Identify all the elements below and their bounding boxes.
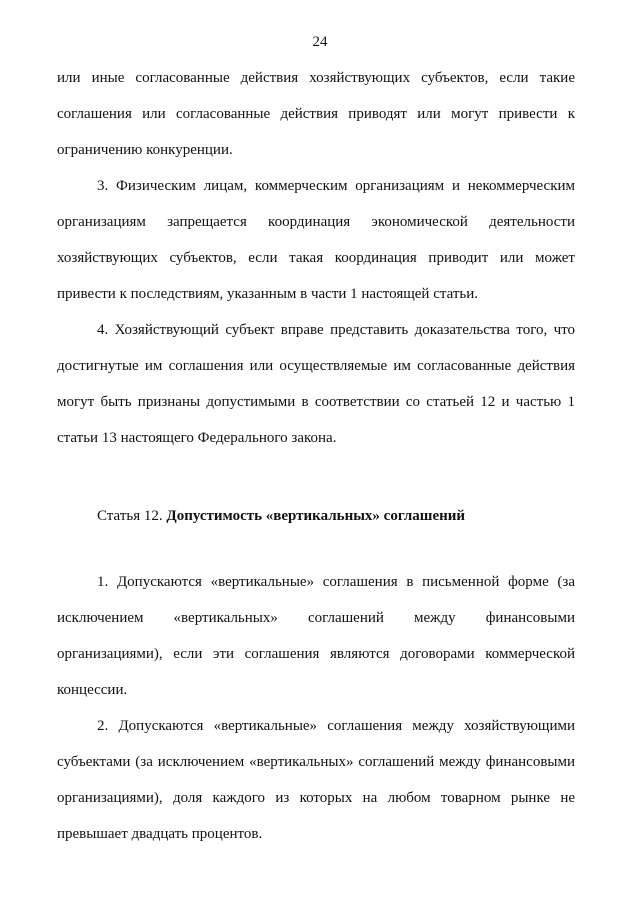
paragraph-article12-point-2: 2. Допускаются «вертикальные» соглашения между хозяйствующими субъектами (за исключением «вертикальных» соглашений между финансовыми организациями), доля каждого из которых на любом товарном рынке не превышает двадцать процентов. <box>57 718 575 842</box>
paragraph-point-4: 4. Хозяйствующий субъект вправе представить доказательства того, что достигнутые им соглашения или осуществляемые им согласованные действия могут быть признаны допустимыми в соответствии со статьей 12 и частью 1 статьи 13 настоящего Федерального закона. <box>57 322 575 446</box>
paragraph-article12-point-1: 1. Допускаются «вертикальные» соглашения в письменной форме (за исключением «вертикальных» соглашений между финансовыми организациями), если эти соглашения являются договорами коммерческой концессии. <box>57 574 575 698</box>
page-number: 24 <box>312 34 328 50</box>
paragraph-point-3: 3. Физическим лицам, коммерческим организациям и некоммерческим организациям запрещается координация экономической деятельности хозяйствующих субъектов, если такая координация приводит или может привести к последствиям, указанным в части 1 настоящей статьи. <box>57 178 575 302</box>
article-heading <box>57 498 575 534</box>
article-title: Допустимость «вертикальных» соглашений <box>166 508 466 524</box>
article-number: Статья 12. <box>97 508 167 524</box>
paragraph-continuation: или иные согласованные действия хозяйствующих субъектов, если такие соглашения или согласованные действия приводят или могут привести к ограничению конкуренции. <box>57 70 575 158</box>
document-body <box>57 60 575 852</box>
